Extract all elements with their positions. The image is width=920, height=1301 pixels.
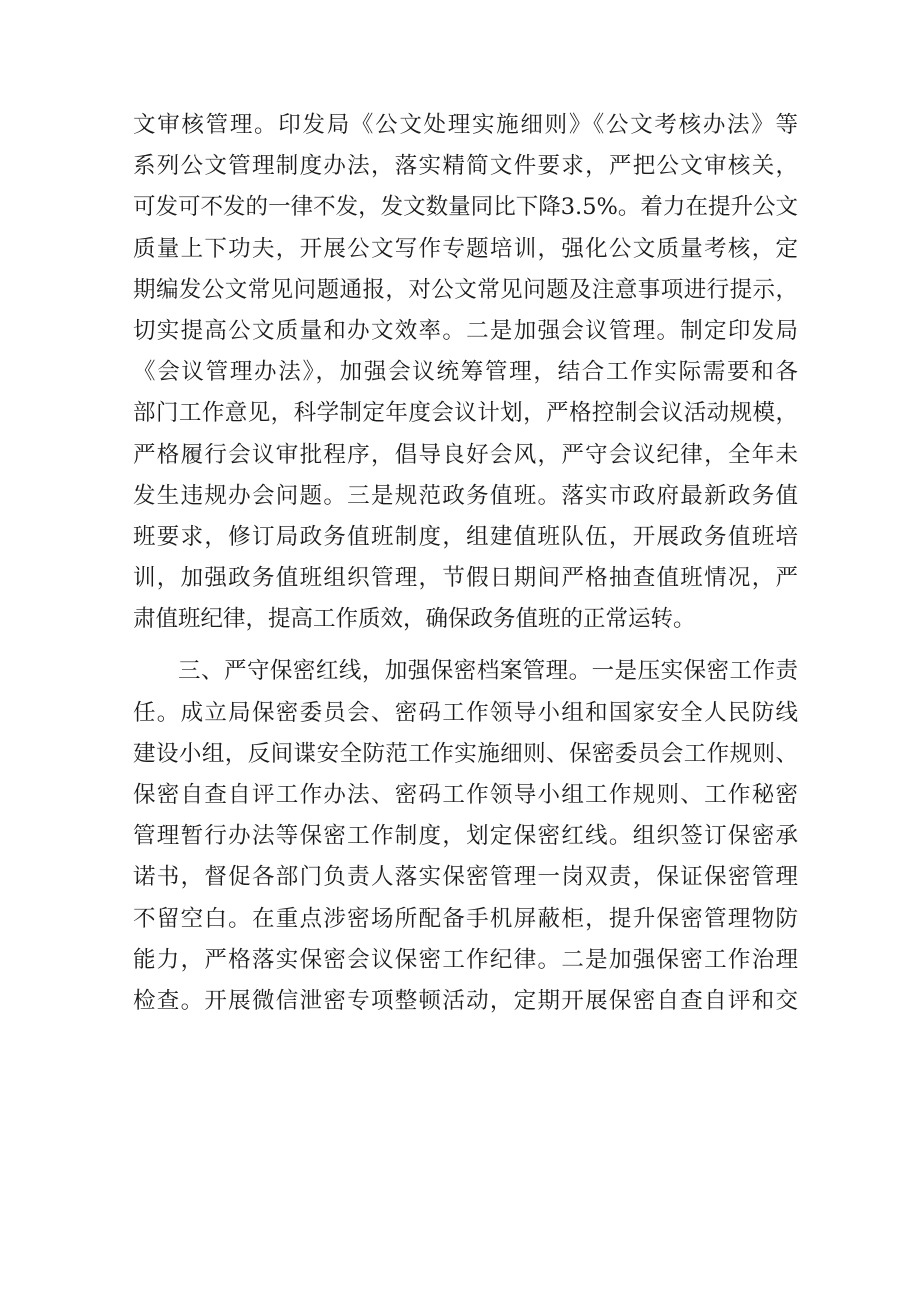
text-line: 班要求，修订局政务值班制度，组建值班队伍，开展政务值班培 [133, 523, 798, 550]
text-line: 三、严守保密红线，加强保密档案管理。一是压实保密工作责 [178, 658, 798, 685]
text-line: 保密自查自评工作办法、密码工作领导小组工作规则、工作秘密 [133, 782, 798, 808]
text-line: 切实提高公文质量和办文效率。二是加强会议管理。制定印发局 [133, 317, 798, 344]
text-line: 质量上下功夫，开展公文写作专题培训，强化公文质量考核，定 [133, 235, 798, 262]
text-line: 能力，严格落实保密会议保密工作纪律。二是加强保密工作治理 [133, 946, 798, 973]
text-line: 肃值班纪律，提高工作质效，确保政务值班的正常运转。 [133, 606, 696, 633]
document-body [133, 105, 798, 1022]
paragraph-2 [133, 651, 798, 1022]
text-line: 检查。开展微信泄密专项整顿活动，定期开展保密自查自评和交 [133, 987, 798, 1014]
text-line: 系列公文管理制度办法，落实精简文件要求，严把公文审核关， [133, 153, 798, 180]
text-line: 训，加强政务值班组织管理，节假日期间严格抽查值班情况，严 [133, 565, 798, 592]
text-line: 诺书，督促各部门负责人落实保密管理一岗双责，保证保密管理 [133, 864, 798, 891]
text-line: 任。成立局保密委员会、密码工作领导小组和国家安全人民防线 [133, 699, 798, 726]
text-line: 发生违规办会问题。三是规范政务值班。落实市政府最新政务值 [133, 482, 798, 509]
text-line: 管理暂行办法等保密工作制度，划定保密红线。组织签订保密承 [133, 823, 798, 850]
text-line: 《会议管理办法》，加强会议统筹管理，结合工作实际需要和各 [133, 359, 798, 386]
text-line: 建设小组，反间谍安全防范工作实施细则、保密委员会工作规则、 [133, 740, 798, 767]
text-line: 期编发公文常见问题通报，对公文常见问题及注意事项进行提示， [133, 276, 798, 303]
paragraph-gap [133, 640, 798, 651]
text-line: 严格履行会议审批程序，倡导良好会风，严守会议纪律，全年未 [133, 441, 798, 468]
text-line: 不留空白。在重点涉密场所配备手机屏蔽柜，提升保密管理物防 [133, 905, 798, 932]
text-line: 可发可不发的一律不发，发文数量同比下降3.5%。着力在提升公文 [133, 194, 798, 221]
text-line: 文审核管理。印发局《公文处理实施细则》《公文考核办法》等 [133, 112, 798, 138]
paragraph-1 [133, 105, 798, 640]
text-line: 部门工作意见，科学制定年度会议计划，严格控制会议活动规模， [133, 400, 798, 427]
